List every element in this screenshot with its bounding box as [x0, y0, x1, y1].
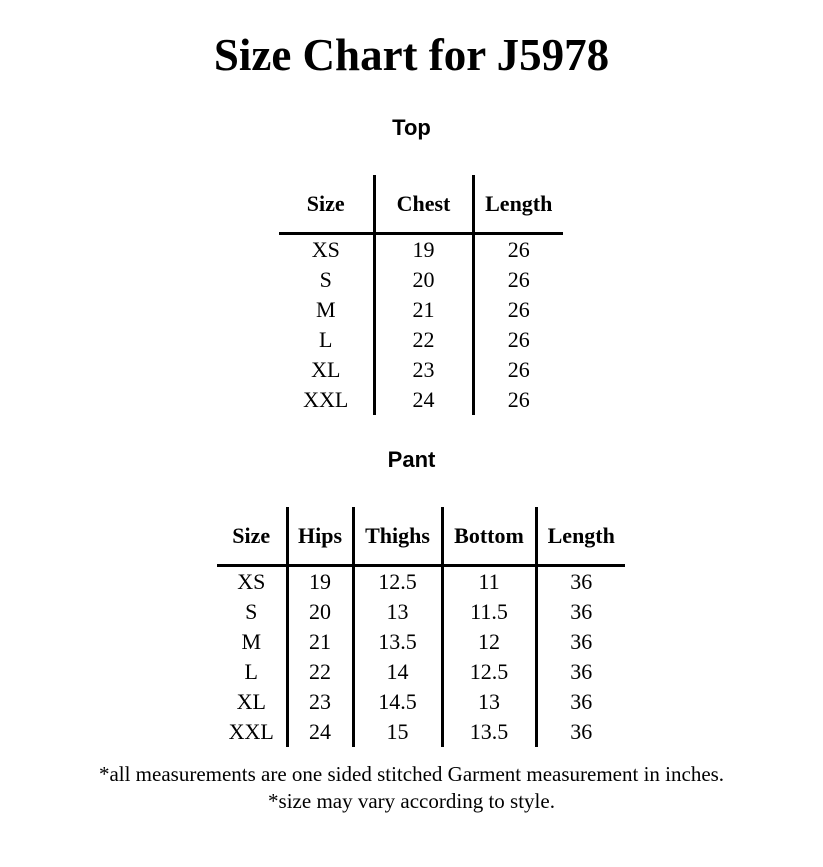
table-cell: 26 — [507, 237, 530, 262]
table-cell: 24 — [374, 385, 473, 415]
top-heading: Top — [392, 115, 431, 140]
table-cell: XXL — [217, 717, 287, 747]
table-cell: 12.5 — [353, 566, 442, 598]
table-cell: L — [217, 657, 287, 687]
table-row — [217, 657, 625, 687]
table-cell: 21 — [374, 295, 473, 325]
table-cell: 14.5 — [353, 687, 442, 717]
pant-header-hips: Hips — [287, 507, 353, 566]
table-cell: 14 — [353, 657, 442, 687]
table-cell: 15 — [353, 717, 442, 747]
table-cell: 36 — [570, 659, 593, 684]
table-cell: 22 — [374, 325, 473, 355]
table-cell: XL — [279, 355, 374, 385]
table-cell: 19 — [287, 566, 353, 598]
table-cell: 36 — [570, 719, 593, 744]
top-header-chest: Chest — [374, 175, 473, 234]
table-cell: XS — [279, 234, 374, 266]
top-header-length: Length — [473, 175, 563, 234]
table-cell: S — [279, 265, 374, 295]
table-cell: 13.5 — [353, 627, 442, 657]
table-cell: 36 — [570, 629, 593, 654]
table-cell: XXL — [279, 385, 374, 415]
table-cell: 13 — [353, 597, 442, 627]
table-cell: 13 — [442, 687, 536, 717]
table-row — [279, 265, 563, 295]
table-row — [217, 687, 625, 717]
table-cell: XS — [217, 566, 287, 598]
table-cell: 13.5 — [442, 717, 536, 747]
table-cell: 36 — [570, 689, 593, 714]
footnote-measurements: *all measurements are one sided stitched Garment measurement in inches. — [98, 762, 725, 786]
top-size-table — [279, 175, 563, 415]
table-cell: 26 — [507, 357, 530, 382]
table-cell: 23 — [287, 687, 353, 717]
table-cell: 26 — [507, 387, 530, 412]
table-row — [279, 325, 563, 355]
table-cell: 11 — [442, 566, 536, 598]
table-cell: 36 — [570, 599, 593, 624]
table-row — [217, 627, 625, 657]
table-cell: 36 — [570, 569, 593, 594]
pant-header-thighs: Thighs — [353, 507, 442, 566]
page-title: Size Chart for J5978 — [213, 30, 610, 80]
table-row — [279, 295, 563, 325]
table-cell: 24 — [287, 717, 353, 747]
table-cell: 21 — [287, 627, 353, 657]
pant-header-size: Size — [217, 507, 287, 566]
table-cell: 20 — [374, 265, 473, 295]
table-cell: 11.5 — [442, 597, 536, 627]
top-header-size: Size — [279, 175, 374, 234]
table-cell: 19 — [374, 234, 473, 266]
footnote-style: *size may vary according to style. — [268, 789, 555, 813]
table-cell: L — [279, 325, 374, 355]
table-cell: 26 — [507, 297, 530, 322]
table-row — [279, 355, 563, 385]
pant-header-length: Length — [536, 507, 625, 566]
table-row — [279, 385, 563, 415]
table-cell: 12 — [442, 627, 536, 657]
table-cell: M — [279, 295, 374, 325]
table-cell: 23 — [374, 355, 473, 385]
table-row — [217, 597, 625, 627]
pant-heading: Pant — [387, 447, 436, 472]
table-cell: M — [217, 627, 287, 657]
table-cell: 12.5 — [442, 657, 536, 687]
table-cell: 22 — [287, 657, 353, 687]
table-cell: S — [217, 597, 287, 627]
pant-size-table — [217, 507, 625, 747]
table-cell: XL — [217, 687, 287, 717]
table-row — [217, 717, 625, 747]
pant-header-bottom: Bottom — [442, 507, 536, 566]
table-cell: 26 — [507, 267, 530, 292]
table-cell: 20 — [287, 597, 353, 627]
table-row — [217, 566, 625, 598]
table-cell: 26 — [507, 327, 530, 352]
table-row — [279, 234, 563, 266]
